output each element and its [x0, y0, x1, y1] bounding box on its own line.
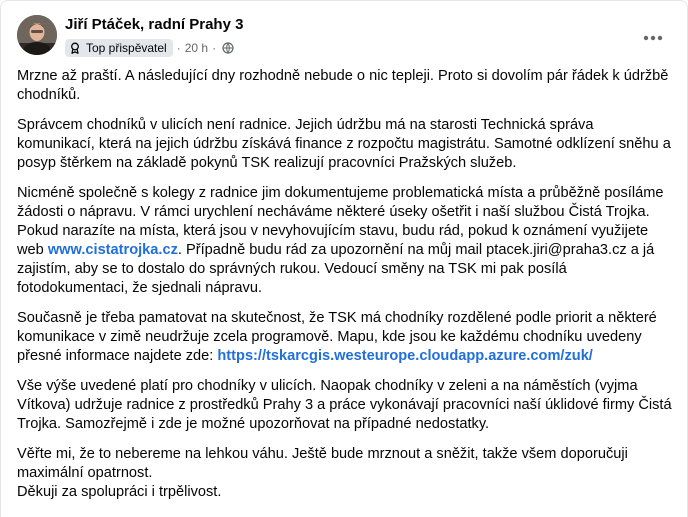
tsk-map-link[interactable]: https://tskarcgis.westeurope.cloudapp.azure.com/zuk/	[217, 348, 593, 364]
badge-label: Top přispěvatel	[86, 41, 167, 55]
author-block	[65, 15, 243, 58]
meta-separator: ·	[176, 41, 181, 55]
more-options-icon	[643, 28, 663, 46]
more-options-button[interactable]	[635, 19, 671, 55]
post-paragraph-2: Správcem chodníků v ulicích není radnice. Jejich údržbu má na starosti Technická správa komunikací, která na jejich údržbu získává finance z rozpočtu magistrátu. Samotné odklízení sněhu a posyp štěrkem na základě pokynů TSK realizují pracovníci Pražských služeb.	[17, 117, 671, 171]
post-closing-line: Děkuji za spolupráci i trpělivost.	[17, 484, 222, 500]
avatar[interactable]	[17, 15, 57, 55]
paragraph-4-text: Současně je třeba pamatovat na skutečnost, že TSK má chodníky rozdělené podle priorit a některé komunikace v zimě neudržuje zcela programově. Mapu, kde jsou ke každému chodníku uvedeny přesné informace najdete zde:	[17, 310, 657, 364]
meta-separator-2: ·	[212, 41, 217, 55]
globe-icon[interactable]	[222, 42, 234, 54]
post-paragraph-5: Vše výše uvedené platí pro chodníky v ulicích. Naopak chodníky v zeleni a na náměstích (vyjma Vítkova) udržuje radnice z prostředků Prahy 3 a práce vykonávají pracovníci naší úklidové firmy Čistá Trojka. Samozřejmě i zde je možné upozorňovat na případné nedostatky.	[17, 378, 672, 432]
post-meta	[65, 38, 243, 58]
author-name[interactable]: Jiří Ptáček, radní Prahy 3	[65, 16, 244, 33]
post-paragraph-4	[17, 309, 675, 366]
paragraph-3-text-a: Nicméně společně s kolegy z radnice jim dokumentujeme problematická místa a průběžně posíláme žádosti o nápravu. V rámci urychlení necháváme některé úseky ošetřit i naší službou Čistá Trojka. Pokud narazíte na místa, která jsou v nevyhovujícím stavu, budu rád, pokud k oznámení využijete web	[17, 185, 664, 258]
post-timestamp[interactable]: 20 h	[184, 41, 209, 55]
post-paragraph-6: Věřte mi, že to nebereme na lehkou váhu. Ještě bude mrznout a sněžit, takže všem doporučuji maximální opatrnost.	[17, 446, 628, 481]
paragraph-3-text-b: . Případně budu rád za upozornění na můj mail ptacek.jiri@praha3.cz a já zajistím, aby se to dostalo do správných rukou. Vedoucí směny na TSK mi pak posílá fotodokumentaci, že sjednali nápravu.	[17, 242, 655, 296]
post-paragraph-3	[17, 184, 675, 298]
post-body	[17, 67, 675, 502]
cistatrojka-link[interactable]: www.cistatrojka.cz	[47, 242, 178, 258]
post-header	[17, 13, 671, 59]
top-contributor-badge[interactable]	[65, 39, 173, 57]
contributor-badge-icon	[69, 42, 81, 54]
post-paragraph-1: Mrzne až praští. A následující dny rozhodně nebude o nic tepleji. Proto si dovolím pár řádek k údržbě chodníků.	[17, 68, 669, 103]
